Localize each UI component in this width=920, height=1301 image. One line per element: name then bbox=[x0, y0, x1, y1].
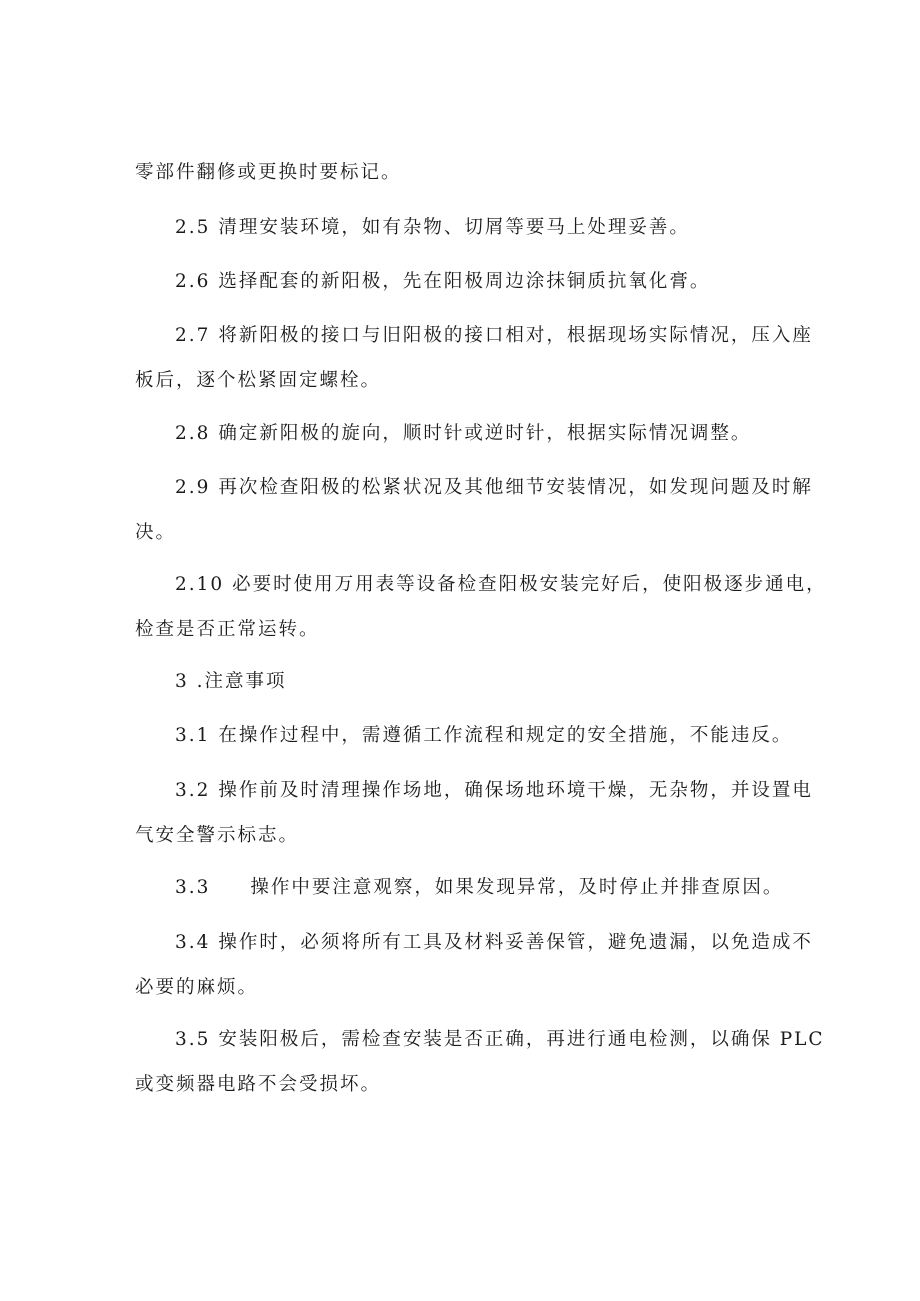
section-number: 3.5 bbox=[175, 1029, 211, 1050]
paragraph-line: 气安全警示标志。 bbox=[135, 825, 300, 846]
paragraph-line bbox=[135, 411, 800, 456]
paragraph-3-1 bbox=[135, 713, 800, 758]
section-heading-3 bbox=[135, 659, 800, 704]
paragraph-line: 必要的麻烦。 bbox=[135, 977, 259, 998]
paragraph-2-7 bbox=[135, 313, 813, 403]
paragraph-line bbox=[135, 1017, 825, 1062]
section-number: 2.8 bbox=[175, 423, 211, 444]
section-number: 3.3 bbox=[175, 877, 211, 898]
section-number: 2.9 bbox=[175, 477, 211, 498]
paragraph-line: 板后，逐个松紧固定螺栓。 bbox=[135, 370, 382, 391]
paragraph-text: 操作时，必须将所有工具及材料妥善保管，避免遗漏，以免造成不 bbox=[218, 932, 813, 953]
paragraph-text: 安装阳极后，需检查安装是否正确，再进行通电检测，以确保 PLC bbox=[218, 1029, 825, 1050]
section-number: 3 bbox=[175, 671, 189, 692]
paragraph-line: 或变频器电路不会受损坏。 bbox=[135, 1074, 382, 1095]
paragraph-text: 清理安装环境，如有杂物、切屑等要马上处理妥善。 bbox=[218, 217, 690, 238]
section-number: 3.4 bbox=[175, 932, 211, 953]
paragraph-line bbox=[135, 259, 800, 304]
paragraph-text: 再次检查阳极的松紧状况及其他细节安装情况，如发现问题及时解 bbox=[218, 477, 813, 498]
paragraph-2-8 bbox=[135, 411, 800, 456]
section-number: 3.1 bbox=[175, 725, 211, 746]
paragraph-line bbox=[135, 313, 813, 358]
paragraph-line bbox=[135, 713, 800, 758]
paragraph-line bbox=[135, 465, 813, 510]
paragraph-3-3 bbox=[135, 865, 800, 910]
section-number: 2.7 bbox=[175, 325, 211, 346]
paragraph-text: 选择配套的新阳极，先在阳极周边涂抹铜质抗氧化膏。 bbox=[218, 271, 711, 292]
paragraph-line bbox=[135, 205, 800, 250]
paragraph-line bbox=[135, 920, 813, 965]
paragraph-text: 操作中要注意观察，如果发现异常，及时停止并排查原因。 bbox=[250, 877, 784, 898]
paragraph-2-9 bbox=[135, 465, 813, 555]
paragraph-2-5 bbox=[135, 205, 800, 250]
paragraph-line: 零部件翻修或更换时要标记。 bbox=[135, 162, 402, 183]
section-number: 2.5 bbox=[175, 217, 211, 238]
paragraph-line bbox=[135, 562, 827, 607]
paragraph-2-10 bbox=[135, 562, 827, 652]
paragraph-3-5 bbox=[135, 1017, 825, 1107]
section-number: 2.6 bbox=[175, 271, 211, 292]
paragraph-text: 将新阳极的接口与旧阳极的接口相对，根据现场实际情况，压入座 bbox=[218, 325, 813, 346]
paragraph-line: 决。 bbox=[135, 522, 177, 543]
paragraph-3-4 bbox=[135, 920, 813, 1010]
paragraph-2-6 bbox=[135, 259, 800, 304]
paragraph-line: 检查是否正常运转。 bbox=[135, 619, 320, 640]
paragraph-line bbox=[135, 768, 813, 813]
paragraph-3-2 bbox=[135, 768, 813, 858]
paragraph-continuation bbox=[135, 150, 800, 195]
paragraph-text: 在操作过程中，需遵循工作流程和规定的安全措施，不能违反。 bbox=[218, 725, 793, 746]
section-number: 2.10 bbox=[175, 574, 225, 595]
paragraph-text: 确定新阳极的旋向，顺时针或逆时针，根据实际情况调整。 bbox=[218, 423, 752, 444]
paragraph-text: 必要时使用万用表等设备检查阳极安装完好后，使阳极逐步通电， bbox=[232, 574, 827, 595]
paragraph-line bbox=[135, 865, 800, 910]
paragraph-line bbox=[135, 659, 800, 704]
section-title: .注意事项 bbox=[196, 671, 287, 692]
paragraph-text: 操作前及时清理操作场地，确保场地环境干燥，无杂物，并设置电 bbox=[218, 780, 813, 801]
section-number: 3.2 bbox=[175, 780, 211, 801]
